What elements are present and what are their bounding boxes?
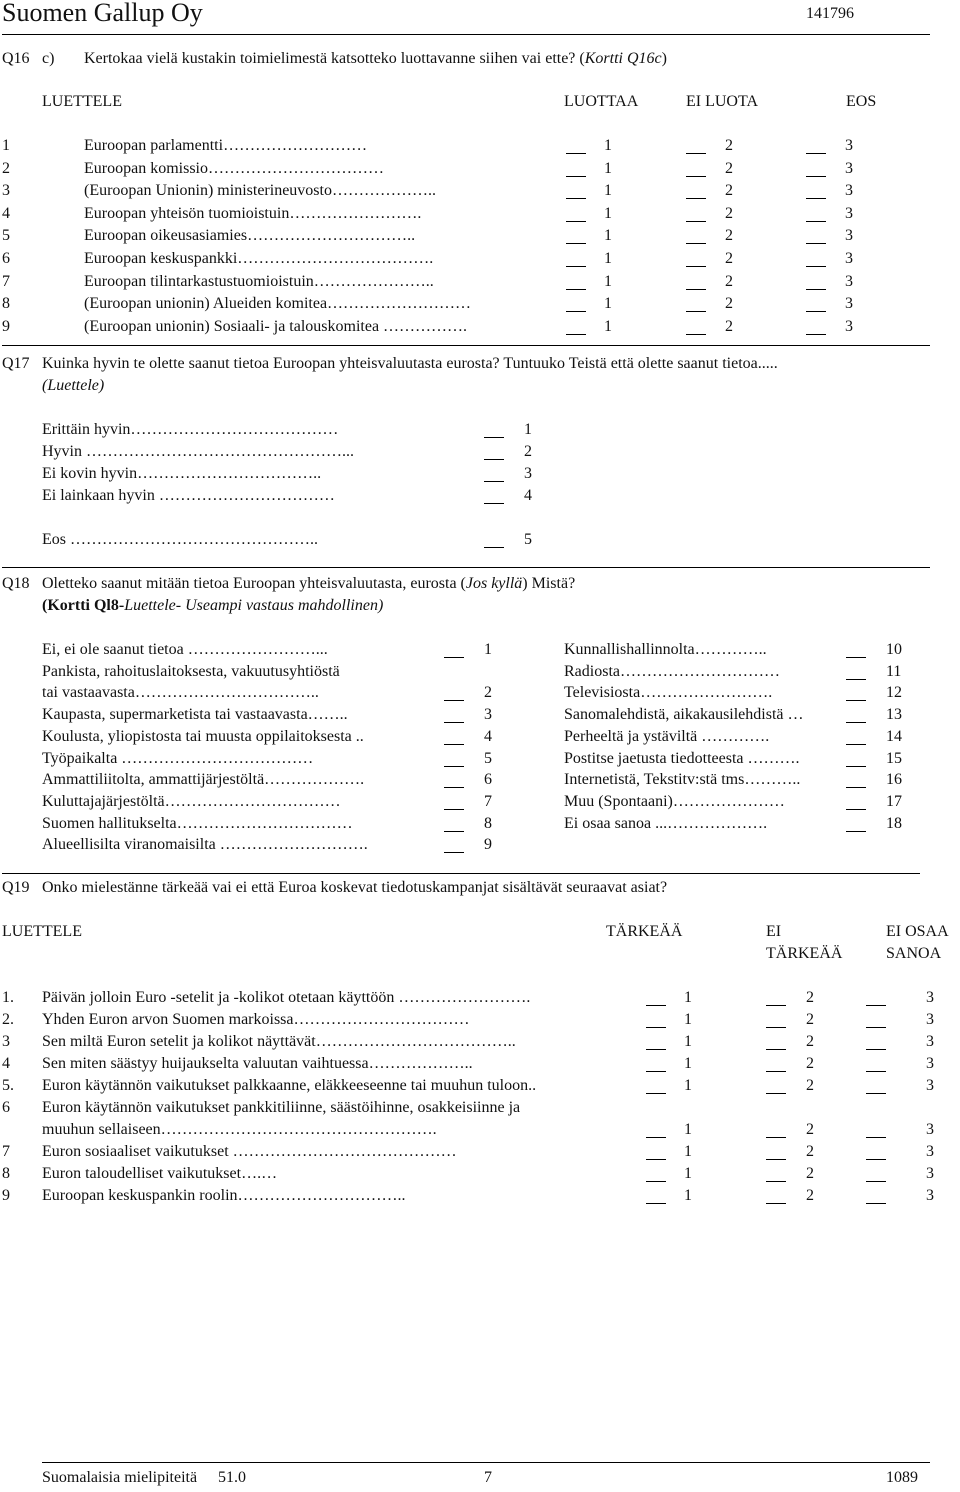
q18-option-code: 15 [886, 749, 902, 767]
q19-row-number: 9 [2, 1187, 10, 1204]
q18-answer-blank[interactable] [846, 688, 866, 701]
q16-row-label: Euroopan oikeusasiamies………………………….. [84, 227, 416, 245]
q16-answer-code: 1 [604, 272, 612, 290]
q18-option-label: Televisiosta……………………. [564, 684, 773, 702]
q16-answer-code: 2 [725, 295, 733, 313]
q19-row-label: Euron käytännön vaikutukset pankkitiliinne, säästöihinne, osakkeisiinne ja [42, 1099, 521, 1116]
q16-row-number: 1 [2, 137, 10, 154]
q16-answer-blank[interactable] [686, 299, 706, 312]
q16-subletter: c) [42, 50, 55, 67]
q16-row-number: 6 [2, 250, 10, 267]
q19-answer-blank[interactable] [866, 1169, 886, 1182]
q19-answer-blank[interactable] [866, 993, 886, 1006]
q19-answer-code: 3 [926, 1121, 934, 1138]
q17-option-label: Erittäin hyvin………………………………… [42, 421, 339, 438]
q19-answer-code: 2 [806, 989, 814, 1006]
q19-answer-blank[interactable] [646, 993, 666, 1006]
q19-answer-blank[interactable] [766, 1037, 786, 1050]
q19-answer-code: 1 [684, 1187, 692, 1204]
q18-answer-blank[interactable] [444, 710, 464, 723]
q18-question-end: ) Mistä? [522, 575, 576, 592]
q18-option-label: Ammattiliitolta, ammattijärjestöltä………………. [42, 771, 365, 789]
q18-option-label: Perheeltä ja ystäviltä …………. [564, 727, 770, 745]
q19-answer-blank[interactable] [866, 1191, 886, 1204]
q16-answer-blank[interactable] [806, 277, 826, 290]
footer-edition: 51.0 [218, 1469, 246, 1486]
q16-row-label: (Euroopan unionin) Alueiden komitea……………………… [84, 295, 472, 313]
q18-option-code: 16 [886, 771, 902, 789]
q16-answer-code: 2 [725, 182, 733, 200]
q19-answer-blank[interactable] [866, 1015, 886, 1028]
q16-row-label: Euroopan tilintarkastustuomioistuin………………….. [84, 272, 434, 290]
q19-answer-blank[interactable] [866, 1059, 886, 1072]
q19-answer-code: 3 [926, 1077, 934, 1094]
q18-option-code: 1 [484, 641, 492, 658]
q19-answer-blank[interactable] [766, 993, 786, 1006]
q17-option-label: Eos ……………………………………….. [42, 531, 318, 548]
q16-row-number: 7 [2, 272, 10, 290]
q19-answer-blank[interactable] [646, 1191, 666, 1204]
footer-rule [42, 1462, 930, 1463]
q19-col-dontknow-2: SANOA [886, 945, 942, 962]
q16-answer-code: 2 [725, 250, 733, 267]
q18-answer-blank[interactable] [444, 645, 464, 658]
q18-instruction-text: Luettele- Useampi vastaus mahdollinen) [124, 597, 384, 614]
q17-instruction: (Luettele) [42, 377, 105, 394]
q18-answer-blank[interactable] [846, 732, 866, 745]
q16-row-number: 5 [2, 227, 10, 245]
q19-row-number: 3 [2, 1033, 10, 1050]
q17-answer-blank[interactable] [484, 425, 504, 438]
q18-answer-blank[interactable] [444, 775, 464, 788]
q16-answer-blank[interactable] [566, 209, 586, 222]
q19-row-number: 2. [2, 1011, 14, 1028]
q19-answer-blank[interactable] [866, 1081, 886, 1094]
q16-answer-blank[interactable] [806, 254, 826, 267]
q16-row-label: Euroopan yhteisön tuomioistuin……………………. [84, 204, 422, 222]
q18-question-text: Oletteko saanut mitään tietoa Euroopan yhteisvaluutasta, eurosta ( [42, 575, 466, 592]
q16-answer-blank[interactable] [806, 322, 826, 335]
q16-answer-blank[interactable] [806, 299, 826, 312]
q19-answer-code: 1 [684, 1165, 692, 1182]
footer-page: 7 [484, 1469, 492, 1486]
q19-row-label: Sen miltä Euron setelit ja kolikot näyttävät……………………………….. [42, 1033, 516, 1050]
q18-option-label: Ei osaa sanoa ...………………. [564, 814, 768, 832]
q18-answer-blank[interactable] [846, 819, 866, 832]
q19-answer-code: 2 [806, 1121, 814, 1138]
q18-option-label: Kuluttajajärjestöltä…………………………… [42, 792, 341, 810]
q19-answer-blank[interactable] [646, 1059, 666, 1072]
q16-answer-blank[interactable] [806, 186, 826, 199]
q16-answer-blank[interactable] [566, 322, 586, 335]
q19-answer-code: 3 [926, 1011, 934, 1028]
q19-answer-code: 3 [926, 1055, 934, 1072]
q16-answer-code: 3 [845, 159, 853, 177]
q19-answer-code: 2 [806, 1143, 814, 1160]
q18-answer-blank[interactable] [846, 797, 866, 810]
q19-answer-blank[interactable] [766, 1081, 786, 1094]
q19-answer-blank[interactable] [866, 1037, 886, 1050]
q19-answer-code: 1 [684, 1121, 692, 1138]
q19-col-dontknow-1: EI OSAA [886, 923, 949, 940]
q19-answer-blank[interactable] [646, 1037, 666, 1050]
q16-col-distrust: EI LUOTA [686, 93, 759, 110]
q16-answer-code: 1 [604, 250, 612, 267]
q19-answer-blank[interactable] [646, 1169, 666, 1182]
q16-answer-code: 1 [604, 295, 612, 313]
q18-option-code: 6 [484, 771, 492, 789]
q19-answer-blank[interactable] [866, 1125, 886, 1138]
q19-answer-code: 1 [684, 1143, 692, 1160]
q18-answer-blank[interactable] [846, 645, 866, 658]
q18-option-code: 3 [484, 706, 492, 724]
q18-option-label: Muu (Spontaani)………………… [564, 792, 785, 810]
q19-answer-code: 3 [926, 1165, 934, 1182]
q19-answer-blank[interactable] [766, 1169, 786, 1182]
q19-row-label: Euron taloudelliset vaikutukset….… [42, 1165, 278, 1182]
q18-question [42, 576, 575, 592]
q16-answer-blank[interactable] [686, 141, 706, 154]
q16-answer-code: 3 [845, 204, 853, 222]
q19-row-label: Yhden Euron arvon Suomen markoissa…………………………… [42, 1011, 470, 1028]
q17-option-code: 4 [524, 487, 532, 504]
q16-answer-code: 3 [845, 272, 853, 290]
q16-answer-code: 2 [725, 159, 733, 177]
q18-option-code: 9 [484, 836, 492, 854]
q16-answer-code: 2 [725, 317, 733, 335]
q16-answer-code: 3 [845, 182, 853, 200]
q19-answer-code: 1 [684, 1055, 692, 1072]
q18-condition: Jos kyllä [465, 575, 523, 592]
q18-option-label: Pankista, rahoituslaitoksesta, vakuutusyhtiöstä [42, 662, 340, 680]
q16-answer-blank[interactable] [806, 231, 826, 244]
q16-card-ref: Kortti Q16c [584, 50, 662, 67]
q18-answer-blank[interactable] [444, 819, 464, 832]
q17-option-code: 5 [524, 531, 532, 548]
q19-col-list: LUETTELE [2, 923, 82, 940]
q17-option-label: Ei kovin hyvin…………………………….. [42, 465, 322, 482]
q16-row-number: 8 [2, 295, 10, 313]
q18-option-label: Internetistä, Tekstitv:stä tms……….. [564, 771, 801, 789]
q16-answer-code: 1 [604, 159, 612, 177]
q18-option-code: 10 [886, 641, 902, 658]
q19-col-notimportant-2: TÄRKEÄÄ [766, 945, 843, 962]
header-rule [2, 34, 930, 35]
q16-answer-blank[interactable] [686, 254, 706, 267]
q17-option-label: Hyvin …………………………………………... [42, 443, 354, 460]
q18-option-code: 14 [886, 727, 902, 745]
q19-row-label: Sen miten säästyy huijaukselta valuutan vaihtuessa……………….. [42, 1055, 473, 1072]
q16-answer-code: 1 [604, 137, 612, 154]
q16-answer-blank[interactable] [686, 322, 706, 335]
q19-answer-code: 2 [806, 1077, 814, 1094]
survey-code: 141796 [806, 5, 854, 22]
q17-answer-blank[interactable] [484, 535, 504, 548]
q18-answer-blank[interactable] [444, 754, 464, 767]
q16-answer-blank[interactable] [806, 164, 826, 177]
q19-row-label: Euron käytännön vaikutukset palkkaanne, eläkkeeseenne tai muuhun tuloon.. [42, 1077, 537, 1094]
q16-answer-blank[interactable] [686, 186, 706, 199]
q18-option-label: tai vastaavasta…………………………….. [42, 684, 319, 702]
q19-row-number: 8 [2, 1165, 10, 1182]
q16-answer-code: 1 [604, 182, 612, 200]
q18-option-label: Radiosta………………………… [564, 662, 780, 680]
q19-number: Q19 [2, 879, 30, 896]
q19-answer-blank[interactable] [766, 1191, 786, 1204]
q19-row-label: Euroopan keskuspankin roolin………………………….. [42, 1187, 406, 1204]
q16-answer-blank[interactable] [806, 209, 826, 222]
q17-option-code: 3 [524, 465, 532, 482]
q18-answer-blank[interactable] [846, 710, 866, 723]
q19-answer-blank[interactable] [766, 1147, 786, 1160]
q17-answer-blank[interactable] [484, 469, 504, 482]
q19-answer-code: 2 [806, 1011, 814, 1028]
q18-option-label: Sanomalehdistä, aikakausilehdistä … [564, 706, 804, 724]
q17-answer-blank[interactable] [484, 491, 504, 504]
q19-row-number: 6 [2, 1099, 10, 1116]
q19-answer-code: 1 [684, 1033, 692, 1050]
q18-answer-blank[interactable] [444, 840, 464, 853]
q17-answer-blank[interactable] [484, 447, 504, 460]
q19-answer-blank[interactable] [646, 1081, 666, 1094]
q16-number: Q16 [2, 50, 30, 67]
q19-question: Onko mielestänne tärkeää vai ei että Euroa koskevat tiedotuskampanjat sisältävät seuraavat asiat? [42, 879, 668, 896]
q18-option-label: Suomen hallitukselta…………………………… [42, 814, 353, 832]
q19-answer-code: 2 [806, 1033, 814, 1050]
q17-option-label: Ei lainkaan hyvin …………………………… [42, 487, 335, 504]
q19-answer-blank[interactable] [766, 1125, 786, 1138]
q18-option-code: 17 [886, 792, 902, 810]
q16-answer-code: 1 [604, 204, 612, 222]
q16-answer-blank[interactable] [566, 186, 586, 199]
q19-answer-blank[interactable] [646, 1015, 666, 1028]
q19-answer-code: 3 [926, 989, 934, 1006]
q18-instruction [42, 598, 383, 614]
q16-row-label: (Euroopan unionin) Sosiaali- ja talouskomitea ……………. [84, 317, 468, 335]
q18-option-label: Työpaikalta ……………………………… [42, 749, 314, 767]
q18-option-code: 5 [484, 749, 492, 767]
q18-card-ref: (Kortti Ql8- [42, 597, 125, 614]
q16-answer-code: 3 [845, 295, 853, 313]
q19-answer-code: 1 [684, 989, 692, 1006]
q18-number: Q18 [2, 575, 30, 592]
q18-option-code: 11 [886, 662, 902, 680]
q16-row-number: 2 [2, 159, 10, 177]
q16-row-label: (Euroopan Unionin) ministerineuvosto……………….. [84, 182, 436, 200]
q16-answer-code: 3 [845, 317, 853, 335]
q16-rule [2, 345, 930, 346]
q16-answer-code: 1 [604, 317, 612, 335]
q19-answer-blank[interactable] [646, 1147, 666, 1160]
q16-col-dontknow: EOS [846, 93, 877, 110]
q18-option-code: 8 [484, 814, 492, 832]
q18-option-code: 12 [886, 684, 902, 702]
q16-row-label: Euroopan parlamentti……………………… [84, 137, 368, 154]
q16-answer-code: 3 [845, 227, 853, 245]
q16-row-number: 4 [2, 204, 10, 222]
q16-answer-blank[interactable] [806, 141, 826, 154]
q16-answer-blank[interactable] [566, 164, 586, 177]
q19-answer-blank[interactable] [766, 1015, 786, 1028]
q18-option-label: Kunnallishallinnolta………….. [564, 641, 767, 658]
q16-col-list: LUETTELE [42, 93, 122, 110]
q19-answer-code: 2 [806, 1055, 814, 1072]
q16-answer-blank[interactable] [566, 299, 586, 312]
q17-number: Q17 [2, 355, 30, 372]
q16-answer-code: 2 [725, 227, 733, 245]
q19-row-number: 4 [2, 1055, 10, 1072]
q16-question-end: ) [661, 50, 667, 67]
q16-question-text: Kertokaa vielä kustakin toimielimestä katsotteko luottavanne siihen vai ette? ( [84, 50, 585, 67]
q16-answer-code: 2 [725, 137, 733, 154]
q16-answer-code: 2 [725, 204, 733, 222]
q19-row-label: Päivän jolloin Euro -setelit ja -kolikot otetaan käyttöön ……………………. [42, 989, 531, 1006]
q18-option-code: 2 [484, 684, 492, 702]
q19-row-number: 1. [2, 989, 14, 1006]
q18-rule [2, 873, 920, 874]
q18-answer-blank[interactable] [444, 797, 464, 810]
q16-answer-blank[interactable] [566, 277, 586, 290]
q19-answer-code: 1 [684, 1011, 692, 1028]
q18-option-code: 18 [886, 814, 902, 832]
q17-option-code: 2 [524, 443, 532, 460]
q19-col-important: TÄRKEÄÄ [606, 923, 683, 940]
q19-answer-blank[interactable] [766, 1059, 786, 1072]
q18-option-label: Postitse jaetusta tiedotteesta ………. [564, 749, 800, 767]
q19-row-label: Euron sosiaaliset vaikutukset …………………………………… [42, 1143, 457, 1160]
q18-answer-blank[interactable] [444, 688, 464, 701]
q16-answer-blank[interactable] [566, 254, 586, 267]
q18-option-label: Ei, ei ole saanut tietoa ……………………... [42, 641, 328, 658]
q19-answer-code: 2 [806, 1187, 814, 1204]
q19-row-number: 5. [2, 1077, 14, 1094]
q16-question [84, 51, 667, 67]
q19-answer-code: 1 [684, 1077, 692, 1094]
q18-answer-blank[interactable] [444, 732, 464, 745]
company-name: Suomen Gallup Oy [2, 0, 203, 27]
q18-answer-blank[interactable] [846, 667, 866, 680]
q16-answer-code: 3 [845, 250, 853, 267]
q17-option-code: 1 [524, 421, 532, 438]
q17-rule [2, 567, 930, 568]
footer-number: 1089 [886, 1469, 918, 1486]
q19-answer-code: 3 [926, 1187, 934, 1204]
q19-col-notimportant-1: EI [766, 923, 782, 940]
q19-answer-code: 2 [806, 1165, 814, 1182]
q19-answer-blank[interactable] [646, 1125, 666, 1138]
q16-row-label: Euroopan keskuspankki………………………………. [84, 250, 434, 267]
q19-answer-code: 3 [926, 1143, 934, 1160]
q18-answer-blank[interactable] [846, 775, 866, 788]
q16-row-number: 9 [2, 317, 10, 335]
q16-answer-code: 2 [725, 272, 733, 290]
q16-answer-blank[interactable] [686, 164, 706, 177]
footer-publication: Suomalaisia mielipiteitä [42, 1469, 198, 1486]
q16-answer-blank[interactable] [686, 277, 706, 290]
q19-row-number: 7 [2, 1143, 10, 1160]
q18-option-code: 4 [484, 727, 492, 745]
q17-question: Kuinka hyvin te olette saanut tietoa Euroopan yhteisvaluutasta eurosta? Tuntuuko Teistä että olette saanut tietoa..... [42, 355, 778, 372]
q16-col-trust: LUOTTAA [564, 93, 639, 110]
q19-answer-code: 3 [926, 1033, 934, 1050]
q18-option-label: Koulusta, yliopistosta tai muusta oppilaitoksesta .. [42, 727, 364, 745]
q16-answer-blank[interactable] [686, 231, 706, 244]
q18-option-label: Alueellisilta viranomaisilta ………………………. [42, 836, 368, 854]
q19-answer-blank[interactable] [866, 1147, 886, 1160]
q18-answer-blank[interactable] [846, 754, 866, 767]
q16-answer-blank[interactable] [566, 141, 586, 154]
q16-answer-blank[interactable] [566, 231, 586, 244]
q19-row-label: muuhun sellaiseen……………………………………………. [42, 1121, 437, 1138]
q18-option-code: 7 [484, 792, 492, 810]
q18-option-label: Kaupasta, supermarketista tai vastaavasta…….. [42, 706, 348, 724]
q18-option-code: 13 [886, 706, 902, 724]
q16-row-label: Euroopan komissio…………………………… [84, 159, 384, 177]
q16-answer-blank[interactable] [686, 209, 706, 222]
q16-answer-code: 3 [845, 137, 853, 154]
q16-answer-code: 1 [604, 227, 612, 245]
q16-row-number: 3 [2, 182, 10, 200]
